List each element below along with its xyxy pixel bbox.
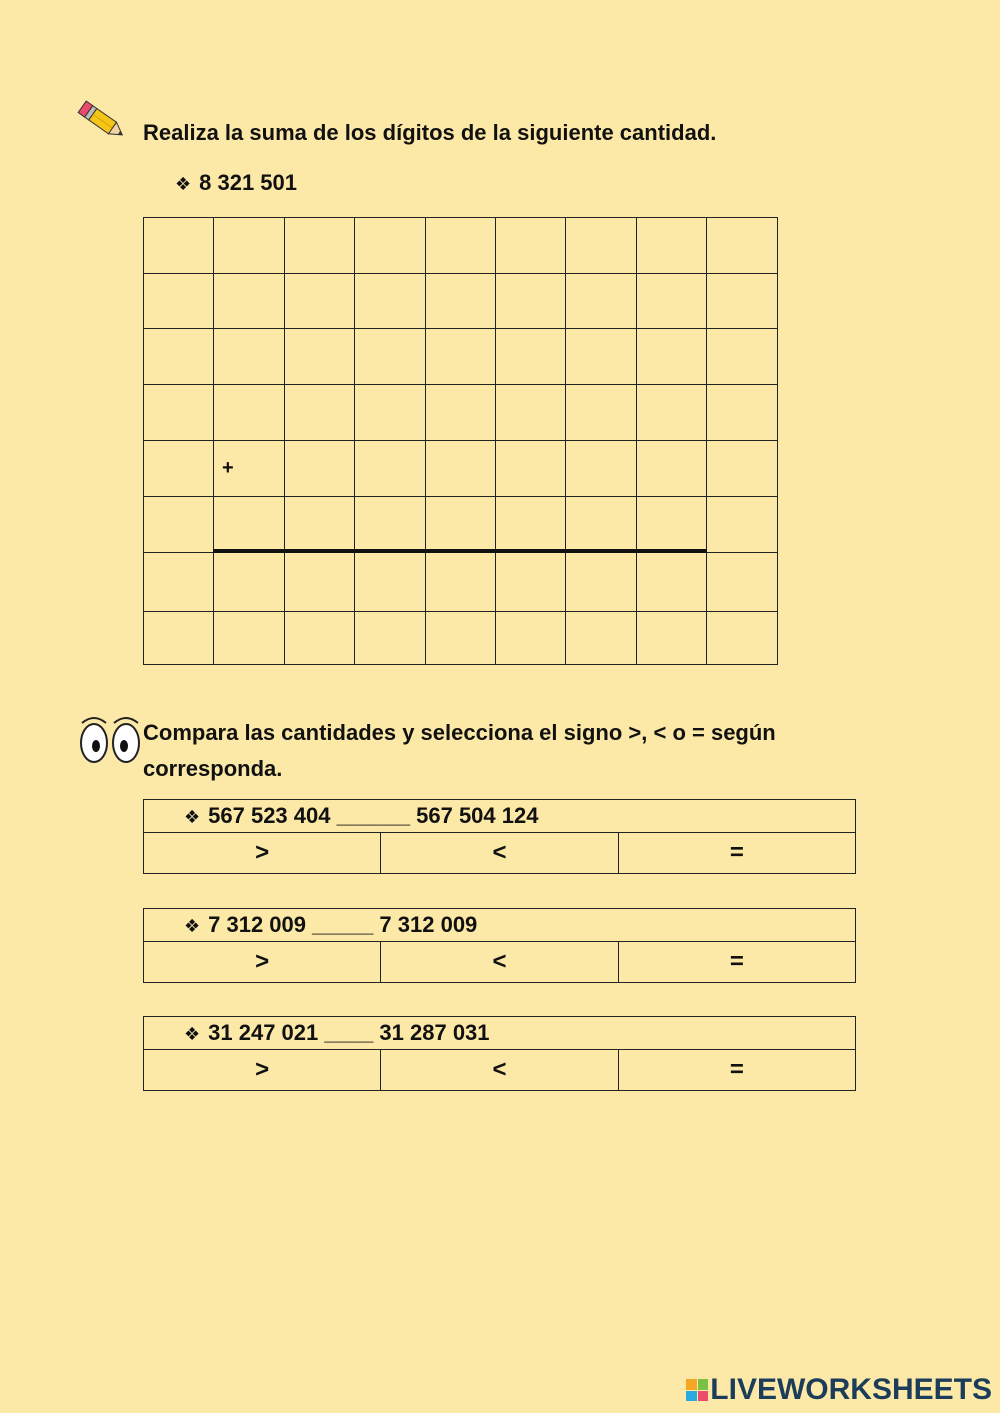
grid-cell[interactable] [214, 218, 285, 274]
grid-cell[interactable] [214, 274, 285, 329]
grid-cell[interactable] [355, 497, 426, 553]
grid-cell[interactable] [637, 274, 707, 329]
diamond-bullet-icon: ❖ [184, 1024, 201, 1044]
grid-cell[interactable] [566, 612, 637, 665]
grid-cell[interactable] [707, 329, 778, 385]
option-greater[interactable]: > [144, 942, 381, 983]
grid-cell[interactable] [144, 385, 214, 441]
grid-cell[interactable] [496, 497, 566, 553]
addition-grid [143, 217, 778, 665]
sum-line [213, 549, 707, 553]
exercise2-instruction: Compara las cantidades y selecciona el signo >, < o = según corresponda. [143, 720, 776, 781]
grid-cell[interactable] [496, 385, 566, 441]
grid-cell[interactable] [637, 218, 707, 274]
grid-cell[interactable] [637, 441, 707, 497]
liveworksheets-logo-icon [686, 1379, 708, 1401]
compare-item-1 [143, 799, 856, 874]
option-equal[interactable]: = [618, 833, 855, 874]
footer-brand [686, 1373, 992, 1407]
option-less[interactable]: < [381, 1050, 618, 1091]
compare-question-text: 567 523 404 ______ 567 504 124 [208, 803, 539, 828]
grid-cell[interactable] [285, 218, 355, 274]
grid-cell[interactable] [566, 497, 637, 553]
grid-cell[interactable] [144, 274, 214, 329]
exercise1-instruction: Realiza la suma de los dígitos de la siguiente cantidad. [143, 120, 717, 145]
grid-cell[interactable] [707, 218, 778, 274]
grid-cell[interactable] [426, 274, 496, 329]
option-equal[interactable]: = [618, 1050, 855, 1091]
grid-cell[interactable] [637, 385, 707, 441]
grid-cell[interactable] [355, 612, 426, 665]
grid-cell[interactable] [144, 612, 214, 665]
plus-sign: + [214, 441, 285, 497]
grid-cell[interactable] [426, 612, 496, 665]
grid-cell[interactable] [707, 441, 778, 497]
grid-cell[interactable] [426, 385, 496, 441]
grid-cell[interactable] [355, 218, 426, 274]
grid-cell[interactable] [355, 274, 426, 329]
grid-cell[interactable] [496, 274, 566, 329]
grid-cell[interactable] [214, 497, 285, 553]
grid-cell[interactable] [426, 497, 496, 553]
eyes-icon [78, 713, 142, 765]
grid-cell[interactable] [214, 385, 285, 441]
grid-cell[interactable] [707, 274, 778, 329]
grid-cell[interactable] [707, 553, 778, 612]
grid-cell[interactable] [707, 612, 778, 665]
grid-cell[interactable] [285, 612, 355, 665]
compare-question-text: 7 312 009 _____ 7 312 009 [208, 912, 478, 937]
option-less[interactable]: < [381, 942, 618, 983]
option-greater[interactable]: > [144, 1050, 381, 1091]
grid-cell[interactable] [496, 218, 566, 274]
grid-cell[interactable] [144, 553, 214, 612]
grid-cell[interactable] [637, 497, 707, 553]
grid-cell[interactable] [285, 274, 355, 329]
compare-question [144, 800, 856, 833]
grid-cell[interactable] [566, 218, 637, 274]
grid-cell[interactable] [426, 218, 496, 274]
option-less[interactable]: < [381, 833, 618, 874]
grid-cell[interactable] [426, 553, 496, 612]
grid-cell[interactable] [566, 553, 637, 612]
grid-cell[interactable] [285, 553, 355, 612]
grid-cell[interactable] [285, 385, 355, 441]
compare-question [144, 909, 856, 942]
grid-cell[interactable] [214, 612, 285, 665]
diamond-bullet-icon: ❖ [184, 916, 201, 936]
grid-cell[interactable] [214, 329, 285, 385]
compare-item-3 [143, 1016, 856, 1091]
exercise1-number-value: 8 321 501 [199, 170, 298, 195]
grid-cell[interactable] [566, 274, 637, 329]
exercise1-number [175, 170, 297, 196]
grid-cell[interactable] [355, 329, 426, 385]
grid-cell[interactable] [144, 441, 214, 497]
diamond-bullet-icon: ❖ [184, 807, 201, 827]
brand-name: LIVEWORKSHEETS [710, 1373, 992, 1406]
grid-cell[interactable] [355, 553, 426, 612]
grid-cell[interactable] [355, 441, 426, 497]
grid-cell[interactable] [214, 553, 285, 612]
grid-cell[interactable] [566, 329, 637, 385]
option-equal[interactable]: = [618, 942, 855, 983]
grid-cell[interactable] [566, 441, 637, 497]
grid-cell[interactable] [637, 612, 707, 665]
grid-cell[interactable] [496, 553, 566, 612]
grid-cell[interactable] [496, 441, 566, 497]
grid-cell[interactable] [566, 385, 637, 441]
compare-item-2 [143, 908, 856, 983]
grid-cell[interactable] [496, 329, 566, 385]
grid-cell[interactable] [426, 441, 496, 497]
grid-cell[interactable] [285, 329, 355, 385]
grid-cell[interactable] [144, 218, 214, 274]
grid-cell[interactable] [707, 385, 778, 441]
compare-question [144, 1017, 856, 1050]
grid-cell[interactable] [426, 329, 496, 385]
grid-cell[interactable] [285, 497, 355, 553]
compare-question-text: 31 247 021 ____ 31 287 031 [208, 1020, 490, 1045]
grid-cell[interactable] [707, 497, 778, 553]
grid-cell[interactable] [637, 329, 707, 385]
option-greater[interactable]: > [144, 833, 381, 874]
grid-cell[interactable] [355, 385, 426, 441]
grid-cell[interactable] [144, 497, 214, 553]
grid-cell[interactable] [144, 329, 214, 385]
grid-cell[interactable] [285, 441, 355, 497]
grid-cell[interactable] [637, 553, 707, 612]
diamond-bullet-icon: ❖ [175, 174, 192, 194]
pencil-icon [72, 96, 130, 144]
grid-cell[interactable] [496, 612, 566, 665]
